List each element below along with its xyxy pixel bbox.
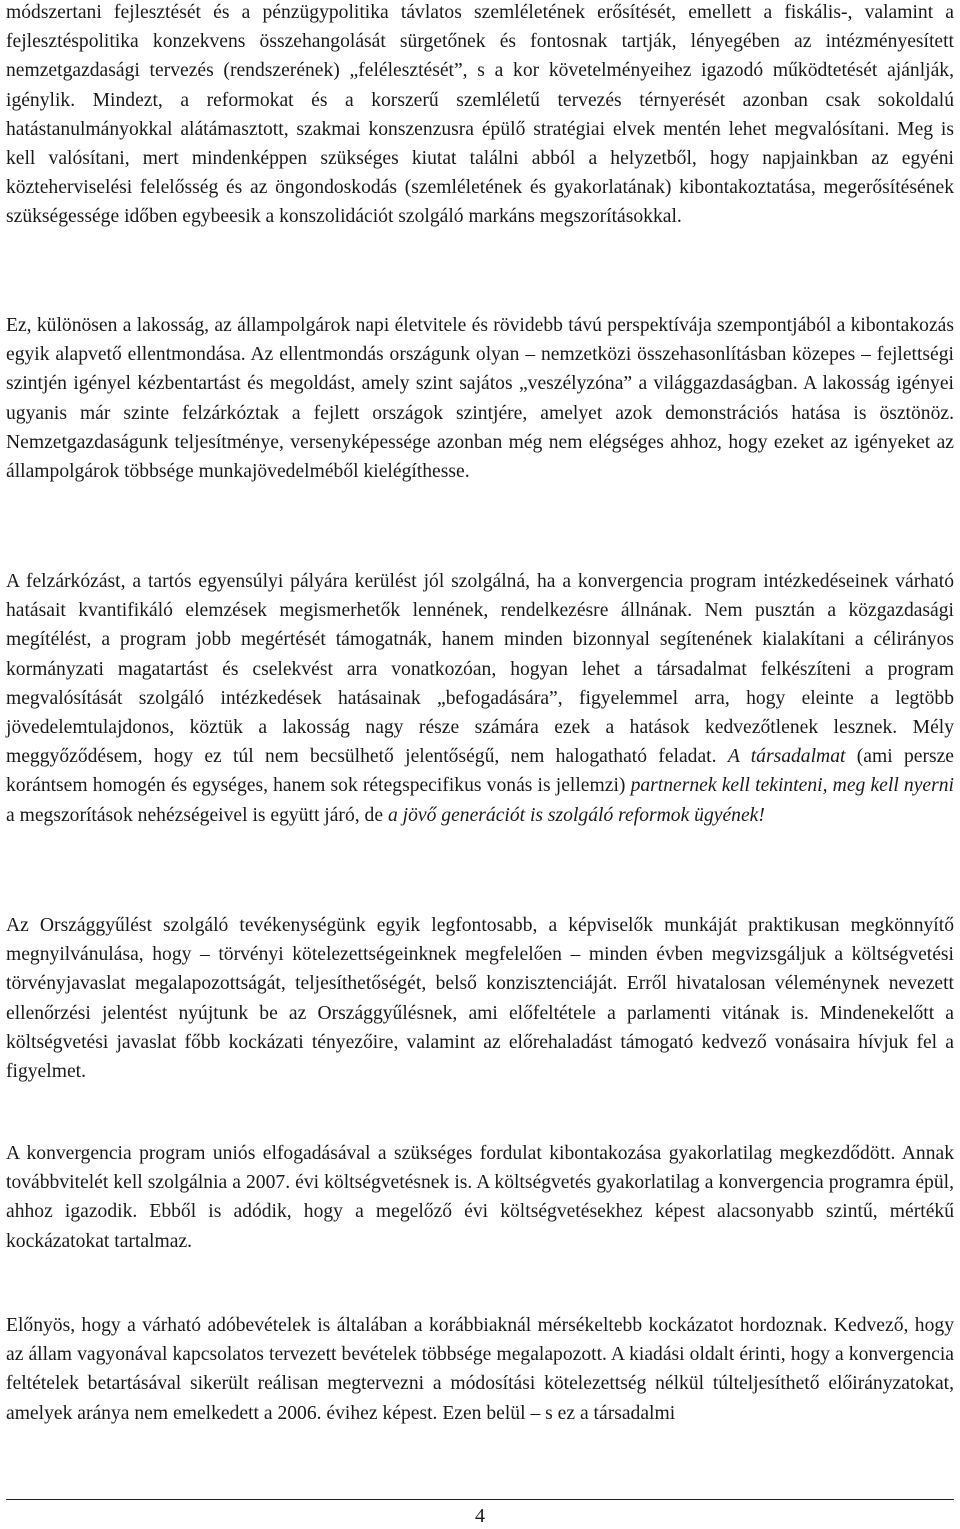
paragraph-6 — [6, 1311, 954, 1428]
paragraph-4 — [6, 911, 954, 1086]
footer-divider — [6, 1499, 954, 1500]
text-run: módszertani fejlesztését és a pénzügypolitika távlatos szemléletének erősítését, emellett a fiskális-, valamint a fejlesztéspolitika konzekvens összehangolását sürgetőnek és fontosnak tartják, lényegében az intézményesített nemzetgazdasági tervezés (rendszerének) „felélesztését”, s a kor követelményeihez igazodó működtetését ajánlják, igénylik. Mindezt, a reformokat és a korszerű szemléletű tervezés térnyerését azonban csak sokoldalú hatástanulmányokkal alátámasztott, szakmai konszenzusra épülő stratégiai elvek mentén lehet megvalósítani. Meg is kell valósítani, mert mindenképpen szükséges kiutat találni abból a helyzetből, hogy napjainkban az egyéni közteherviselési felelősség és az öngondoskodás (szemléletének és gyakorlatának) kibontakoztatása, megerősítésének szükségessége időben egybeesik a konszolidációt szolgáló markáns megszorításokkal. — [6, 2, 954, 228]
paragraph-5 — [6, 1139, 954, 1256]
text-run: a megszorítások nehézségeivel is együtt járó, de — [6, 804, 388, 826]
text-run: A felzárkózást, a tartós egyensúlyi pályára kerülést jól szolgálná, ha a konvergencia program intézkedéseinek várható hatásait kvantifikáló elemzések megismerhetők lennének, rendelkezésre állnának. Nem pusztán a közgazdasági megítélést, a program jobb megértését támogatnák, hanem minden bizonnyal segítenének kialakítani a célirányos kormányzati magatartást és cselekvést arra vonatkozóan, hogyan lehet a társadalmat felkészíteni a program megvalósítását szolgáló intézkedések hatásainak „befogadására”, figyelemmel arra, hogy eleinte a legtöbb jövedelemtulajdonos, köztük a lakosság nagy része számára ezek a hatások kedvezőtlenek lesznek. Mély meggyőződésem, hogy ez túl nem becsülhető jelentőségű, nem halogatható feladat. — [6, 571, 954, 768]
emphasized-text: partnernek kell tekinteni, meg kell nyerni — [630, 775, 954, 797]
text-run: A konvergencia program uniós elfogadásával a szükséges fordulat kibontakozása gyakorlatilag megkezdődött. Annak továbbvitelét kell szolgálnia a 2007. évi költségvetésnek is. A költségvetés gyakorlatilag a konvergencia programra épül, ahhoz igazodik. Ebből is adódik, hogy a megelőző évi költségvetésekhez képest alacsonyabb szintű, mértékű kockázatokat tartalmaz. — [6, 1143, 954, 1252]
paragraph-1 — [6, 0, 954, 232]
text-run: Az Országgyűlést szolgáló tevékenységünk egyik legfontosabb, a képviselők munkáját praktikusan megkönnyítő megnyilvánulása, hogy – törvényi kötelezettségeinknek megfelelően – minden évben megvizsgáljuk a költségvetési törvényjavaslat megalapozottságát, teljesíthetőségét, belső konzisztenciáját. Erről hivatalosan véleménynek nevezett ellenőrzési jelentést nyújtunk be az Országgyűlésnek, ami előfeltétele a parlamenti vitának is. Mindenekelőtt a költségvetési javaslat főbb kockázati tényezőire, valamint az előrehaladást támogató kedvező vonásaira hívjuk fel a figyelmet. — [6, 915, 954, 1083]
text-run: Ez, különösen a lakosság, az állampolgárok napi életvitele és rövidebb távú perspektívája szempontjából a kibontakozás egyik alapvető ellentmondása. Az ellentmondás országunk olyan – nemzetközi összehasonlításban közepes – fejlettségi szintjén igényel kézbentartást és megoldást, amely szint sajátos „veszélyzóna” a világgazdaságban. A lakosság igényei ugyanis már szinte felzárkóztak a fejlett országok szintjére, amelyet azok demonstrációs hatása is ösztönöz. Nemzetgazdaságunk teljesítménye, versenyképessége azonban még nem elégséges ahhoz, hogy ezeket az igényeket az állampolgárok többsége munkajövedelméből kielégíthesse. — [6, 315, 954, 483]
text-run: Előnyös, hogy a várható adóbevételek is általában a korábbiaknál mérsékeltebb kockázatot hordoznak. Kedvező, hogy az állam vagyonával kapcsolatos tervezett bevételek többsége megalapozott. A kiadási oldalt érinti, hogy a konvergencia feltételek betartásával sikerült reálisan megtervezni a módosítási kötelezettség nélkül túlteljesíthető előirányzatokat, amelyek aránya nem emelkedett a 2006. évihez képest. Ezen belül – s ez a társadalmi — [6, 1315, 954, 1424]
emphasized-text: A társadalmat — [727, 746, 846, 768]
paragraph-3 — [6, 567, 954, 830]
page-number: 4 — [475, 1505, 485, 1527]
text-run: (ami persze korántsem homogén és egységes, hanem sok rétegspecifikus vonás is jellemzi) — [6, 746, 954, 797]
paragraph-2 — [6, 311, 954, 486]
emphasized-text: a jövő generációt is szolgáló reformok ügyének! — [387, 804, 765, 826]
